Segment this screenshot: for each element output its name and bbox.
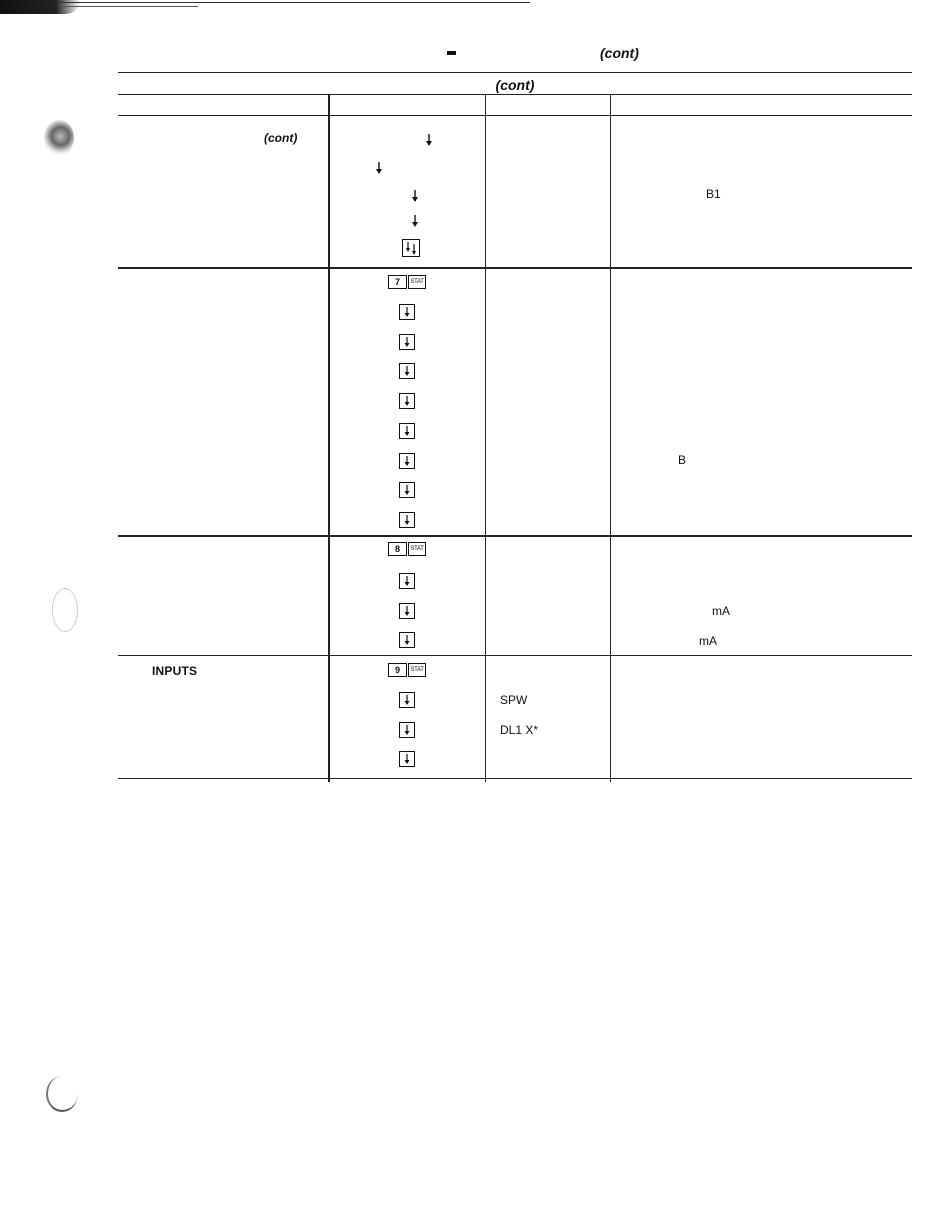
down-arrow-icon [410, 214, 420, 228]
column-divider [328, 94, 330, 782]
down-arrow-key-icon[interactable] [399, 423, 415, 439]
down-arrow-key-icon[interactable] [399, 304, 415, 320]
stat-key[interactable]: STAT [408, 542, 426, 556]
binder-hole-smudge [44, 120, 74, 156]
table-bottom-rule [118, 778, 912, 779]
down-arrow-key-icon[interactable] [399, 692, 415, 708]
column-divider [485, 94, 486, 782]
stat-key[interactable]: STAT [408, 275, 426, 289]
down-arrow-icon [374, 161, 384, 175]
row-4-value: DL1 X* [500, 723, 539, 737]
down-arrow-key-icon[interactable] [399, 603, 415, 619]
top-rule [60, 2, 530, 3]
binder-hole-smudge [46, 1076, 78, 1112]
table-subcaption: (cont) [495, 77, 535, 93]
top-rule-short [60, 6, 198, 7]
down-arrow-key-icon[interactable] [399, 512, 415, 528]
row-4-value: SPW [500, 693, 528, 707]
row-1-note: B1 [706, 187, 721, 201]
down-arrow-icon [424, 133, 434, 147]
down-arrow-key-icon[interactable] [399, 632, 415, 648]
column-divider [610, 94, 611, 782]
down-arrow-key-icon[interactable] [399, 482, 415, 498]
down-arrow-key-icon[interactable] [399, 453, 415, 469]
number-key-9[interactable]: 9 [388, 663, 407, 677]
down-arrow-key-icon[interactable] [399, 751, 415, 767]
row-3-note: mA [699, 634, 717, 648]
row-divider [118, 267, 912, 269]
row-divider [118, 535, 912, 537]
table-rule [118, 94, 912, 95]
stat-key[interactable]: STAT [408, 663, 426, 677]
header-cont: (cont) [600, 45, 639, 61]
down-arrow-key-icon[interactable] [399, 334, 415, 350]
down-arrow-key-icon[interactable] [399, 573, 415, 589]
row-divider [118, 655, 912, 656]
procedure-table [118, 72, 912, 782]
row-1-label: (cont) [264, 131, 298, 145]
down-arrow-key-icon[interactable] [399, 393, 415, 409]
page-header [0, 45, 949, 65]
row-3-note: mA [712, 604, 730, 618]
number-key-8[interactable]: 8 [388, 542, 407, 556]
down-arrow-icon [410, 189, 420, 203]
row-4-label: INPUTS [152, 664, 198, 678]
table-rule [118, 115, 912, 116]
table-top-rule [118, 72, 912, 73]
row-2-note: B [678, 453, 687, 467]
down-arrow-key-icon[interactable] [399, 722, 415, 738]
double-down-arrow-key-icon[interactable] [402, 239, 420, 257]
binder-hole-smudge [52, 588, 78, 632]
header-dash [447, 51, 456, 55]
number-key-7[interactable]: 7 [388, 275, 407, 289]
down-arrow-key-icon[interactable] [399, 363, 415, 379]
